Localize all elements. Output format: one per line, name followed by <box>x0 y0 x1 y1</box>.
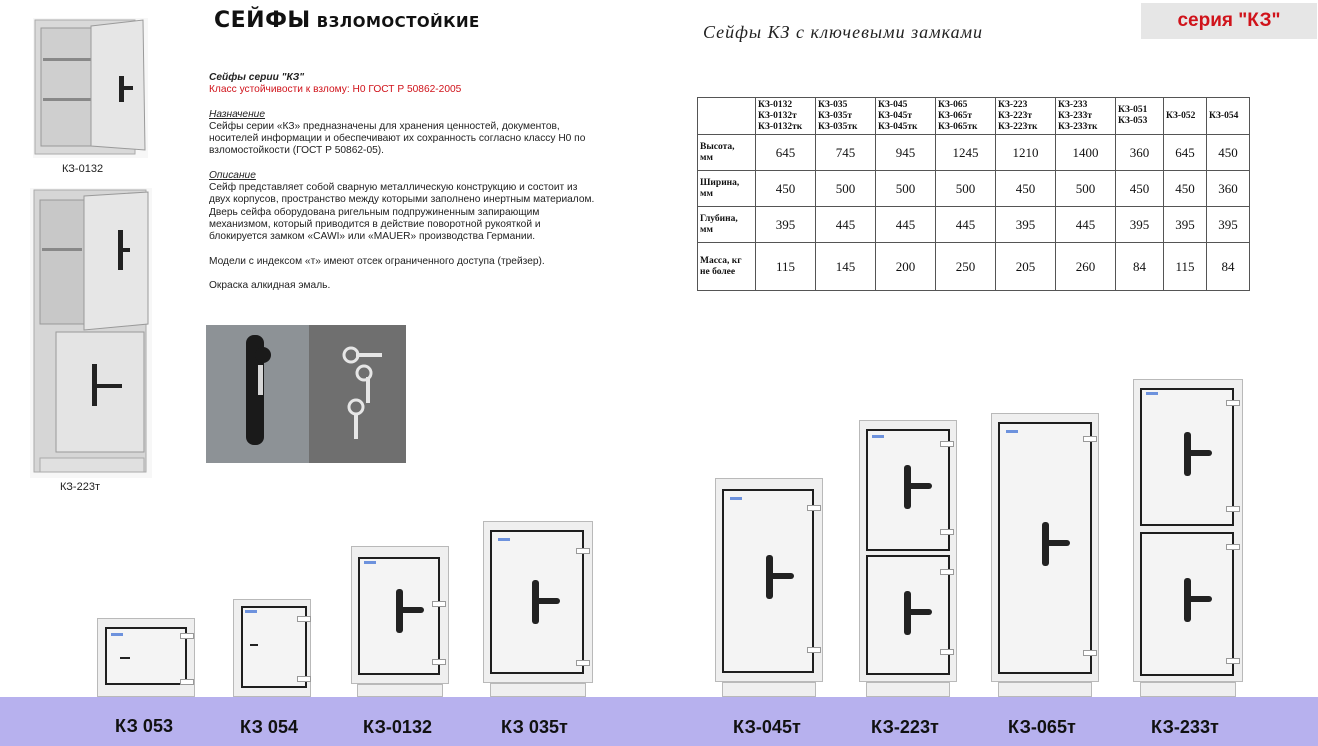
description-heading: Описание <box>209 169 256 181</box>
brand-plate <box>245 610 257 613</box>
safe-stand <box>490 683 586 697</box>
hinge <box>940 569 954 575</box>
table-cell: 1400 <box>1056 135 1116 171</box>
table-header-row <box>698 98 1250 135</box>
column-header: КЗ-051 КЗ-053 <box>1116 98 1164 135</box>
hinge <box>576 660 590 666</box>
brand-plate <box>730 497 742 500</box>
table-cell: 250 <box>936 243 996 291</box>
column-header: КЗ-223 КЗ-223т КЗ-223тк <box>996 98 1056 135</box>
column-header: КЗ-0132 КЗ-0132т КЗ-0132тк <box>756 98 816 135</box>
row-header: Масса, кг не более <box>698 243 756 291</box>
table-cell: 205 <box>996 243 1056 291</box>
table-row <box>698 135 1250 171</box>
photo-caption-1: КЗ-0132 <box>62 163 104 175</box>
hinge <box>807 647 821 653</box>
hinge <box>432 659 446 665</box>
description-text-2: Дверь сейфа оборудована ригельным подпружиненным запирающим механизмом, который приводится в действие поворотной рукояткой и блокируется замком «CAWI» или «MAUER» производства Германии. <box>209 206 541 243</box>
column-header: КЗ-065 КЗ-065т КЗ-065тк <box>936 98 996 135</box>
row-header: Глубина, мм <box>698 207 756 243</box>
table-cell: 500 <box>1056 171 1116 207</box>
floor-band <box>0 697 1318 746</box>
photo-caption-2: КЗ-223т <box>60 481 100 493</box>
safe-kz-045t <box>715 478 823 682</box>
table-cell: 145 <box>816 243 876 291</box>
hinge <box>1226 544 1240 550</box>
safe-photo-1 <box>33 18 148 158</box>
table-cell: 445 <box>936 207 996 243</box>
title-main: СЕЙФЫ <box>214 8 311 33</box>
model-label-kz-035t: КЗ 035т <box>501 717 568 737</box>
safe-stand <box>357 684 443 697</box>
table-cell: 645 <box>756 135 816 171</box>
trezor-note: Модели с индексом «т» имеют отсек ограниченного доступа (трейзер). <box>209 255 545 267</box>
safe-stand <box>998 682 1092 697</box>
purpose-heading: Назначение <box>209 108 266 120</box>
table-cell: 1245 <box>936 135 996 171</box>
handle-icon <box>762 553 798 603</box>
model-label-kz-053: КЗ 053 <box>115 716 173 736</box>
table-cell: 360 <box>1116 135 1164 171</box>
hinge <box>940 441 954 447</box>
brand-plate <box>364 561 376 564</box>
table-row <box>698 243 1250 291</box>
keyhole-icon <box>120 657 130 659</box>
column-header: КЗ-233 КЗ-233т КЗ-233тк <box>1056 98 1116 135</box>
handle-icon <box>1180 576 1216 626</box>
safe-stand <box>722 682 816 697</box>
safe-kz-065t <box>991 413 1099 682</box>
hinge <box>1226 506 1240 512</box>
safe-photo-1-image <box>33 18 148 158</box>
table-cell: 360 <box>1207 171 1250 207</box>
purpose-text: Сейфы серии «КЗ» предназначены для хранения ценностей, документов, носителей информации и обеспечивают их сохранность согласно классу Н0 по взломостойкости (ГОСТ Р 50862-05). <box>209 120 586 157</box>
keyhole-icon <box>250 644 258 646</box>
table-cell: 945 <box>876 135 936 171</box>
table-cell: 1210 <box>996 135 1056 171</box>
handle-icon <box>900 589 936 639</box>
row-header: Ширина, мм <box>698 171 756 207</box>
table-row <box>698 171 1250 207</box>
handle-icon <box>528 578 564 628</box>
description-title: Сейфы серии "КЗ" <box>209 72 305 83</box>
table-cell: 450 <box>1116 171 1164 207</box>
model-label-kz-065t: КЗ-065т <box>1008 717 1076 737</box>
column-header: КЗ-045 КЗ-045т КЗ-045тк <box>876 98 936 135</box>
paint-note: Окраска алкидная эмаль. <box>209 279 331 291</box>
model-label-kz-054: КЗ 054 <box>240 717 298 737</box>
hinge <box>180 633 194 639</box>
series-badge: серия "КЗ" <box>1141 3 1317 39</box>
model-label-kz-045t: КЗ-045т <box>733 717 801 737</box>
model-label-kz-233t: КЗ-233т <box>1151 717 1219 737</box>
table-cell: 500 <box>816 171 876 207</box>
subtitle: Сейфы КЗ с ключевыми замками <box>703 22 984 42</box>
table-cell: 500 <box>936 171 996 207</box>
handle-icon <box>1180 430 1216 480</box>
safe-kz-223t <box>859 420 957 682</box>
handle-keys-image <box>206 325 406 463</box>
table-cell: 745 <box>816 135 876 171</box>
column-header: КЗ-035 КЗ-035т КЗ-035тк <box>816 98 876 135</box>
brand-plate <box>1006 430 1018 433</box>
hinge <box>940 529 954 535</box>
table-cell: 395 <box>1164 207 1207 243</box>
hinge <box>807 505 821 511</box>
table-cell: 115 <box>1164 243 1207 291</box>
table-cell: 84 <box>1116 243 1164 291</box>
description-block <box>209 72 601 292</box>
brand-plate <box>872 435 884 438</box>
hinge <box>576 548 590 554</box>
table-cell: 450 <box>1207 135 1250 171</box>
column-header: КЗ-054 <box>1207 98 1250 135</box>
hinge <box>1226 400 1240 406</box>
model-label-kz-0132: КЗ-0132 <box>363 717 432 737</box>
safe-stand <box>866 682 950 697</box>
hinge <box>180 679 194 685</box>
column-header: КЗ-052 <box>1164 98 1207 135</box>
brand-plate <box>111 633 123 636</box>
table-cell: 115 <box>756 243 816 291</box>
brand-plate <box>498 538 510 541</box>
page-title <box>214 8 480 33</box>
table-cell: 395 <box>1116 207 1164 243</box>
row-header: Высота, мм <box>698 135 756 171</box>
resistance-class: Класс устойчивости к взлому: Н0 ГОСТ Р 50862-2005 <box>209 84 462 96</box>
table-cell: 200 <box>876 243 936 291</box>
handle-icon <box>900 463 936 513</box>
safe-kz-054 <box>233 599 311 697</box>
hinge <box>1083 436 1097 442</box>
safe-kz-035t <box>483 521 593 683</box>
table-cell: 445 <box>876 207 936 243</box>
table-cell: 445 <box>816 207 876 243</box>
table-cell: 450 <box>996 171 1056 207</box>
table-cell: 395 <box>1207 207 1250 243</box>
safe-kz-0132 <box>351 546 449 684</box>
handle-icon <box>392 587 428 637</box>
table-row <box>698 207 1250 243</box>
table-cell: 395 <box>996 207 1056 243</box>
safe-stand <box>1140 682 1236 697</box>
table-cell: 450 <box>1164 171 1207 207</box>
hinge <box>940 649 954 655</box>
title-small: ВЗЛОМОСТОЙКИЕ <box>316 13 480 31</box>
table-cell: 84 <box>1207 243 1250 291</box>
table-cell: 395 <box>756 207 816 243</box>
brand-plate <box>1146 392 1158 395</box>
spec-table <box>697 97 1250 291</box>
hinge <box>1083 650 1097 656</box>
hinge <box>1226 658 1240 664</box>
hinge <box>297 616 311 622</box>
safe-photo-2 <box>30 188 152 478</box>
handle-icon <box>1038 520 1074 570</box>
description-text-1: Сейф представляет собой сварную металлическую конструкцию и состоит из двух корпусов, пространство между которыми заполнено инертным материалом. <box>209 182 595 206</box>
safe-kz-233t <box>1133 379 1243 682</box>
hinge <box>297 676 311 682</box>
handle-keys-photo <box>206 325 406 463</box>
table-cell: 450 <box>756 171 816 207</box>
hinge <box>432 601 446 607</box>
table-cell: 260 <box>1056 243 1116 291</box>
table-cell: 645 <box>1164 135 1207 171</box>
model-label-kz-223t: КЗ-223т <box>871 717 939 737</box>
safe-photo-2-image <box>30 188 152 478</box>
safe-kz-053 <box>97 618 195 697</box>
table-cell: 500 <box>876 171 936 207</box>
table-corner <box>698 98 756 135</box>
table-cell: 445 <box>1056 207 1116 243</box>
